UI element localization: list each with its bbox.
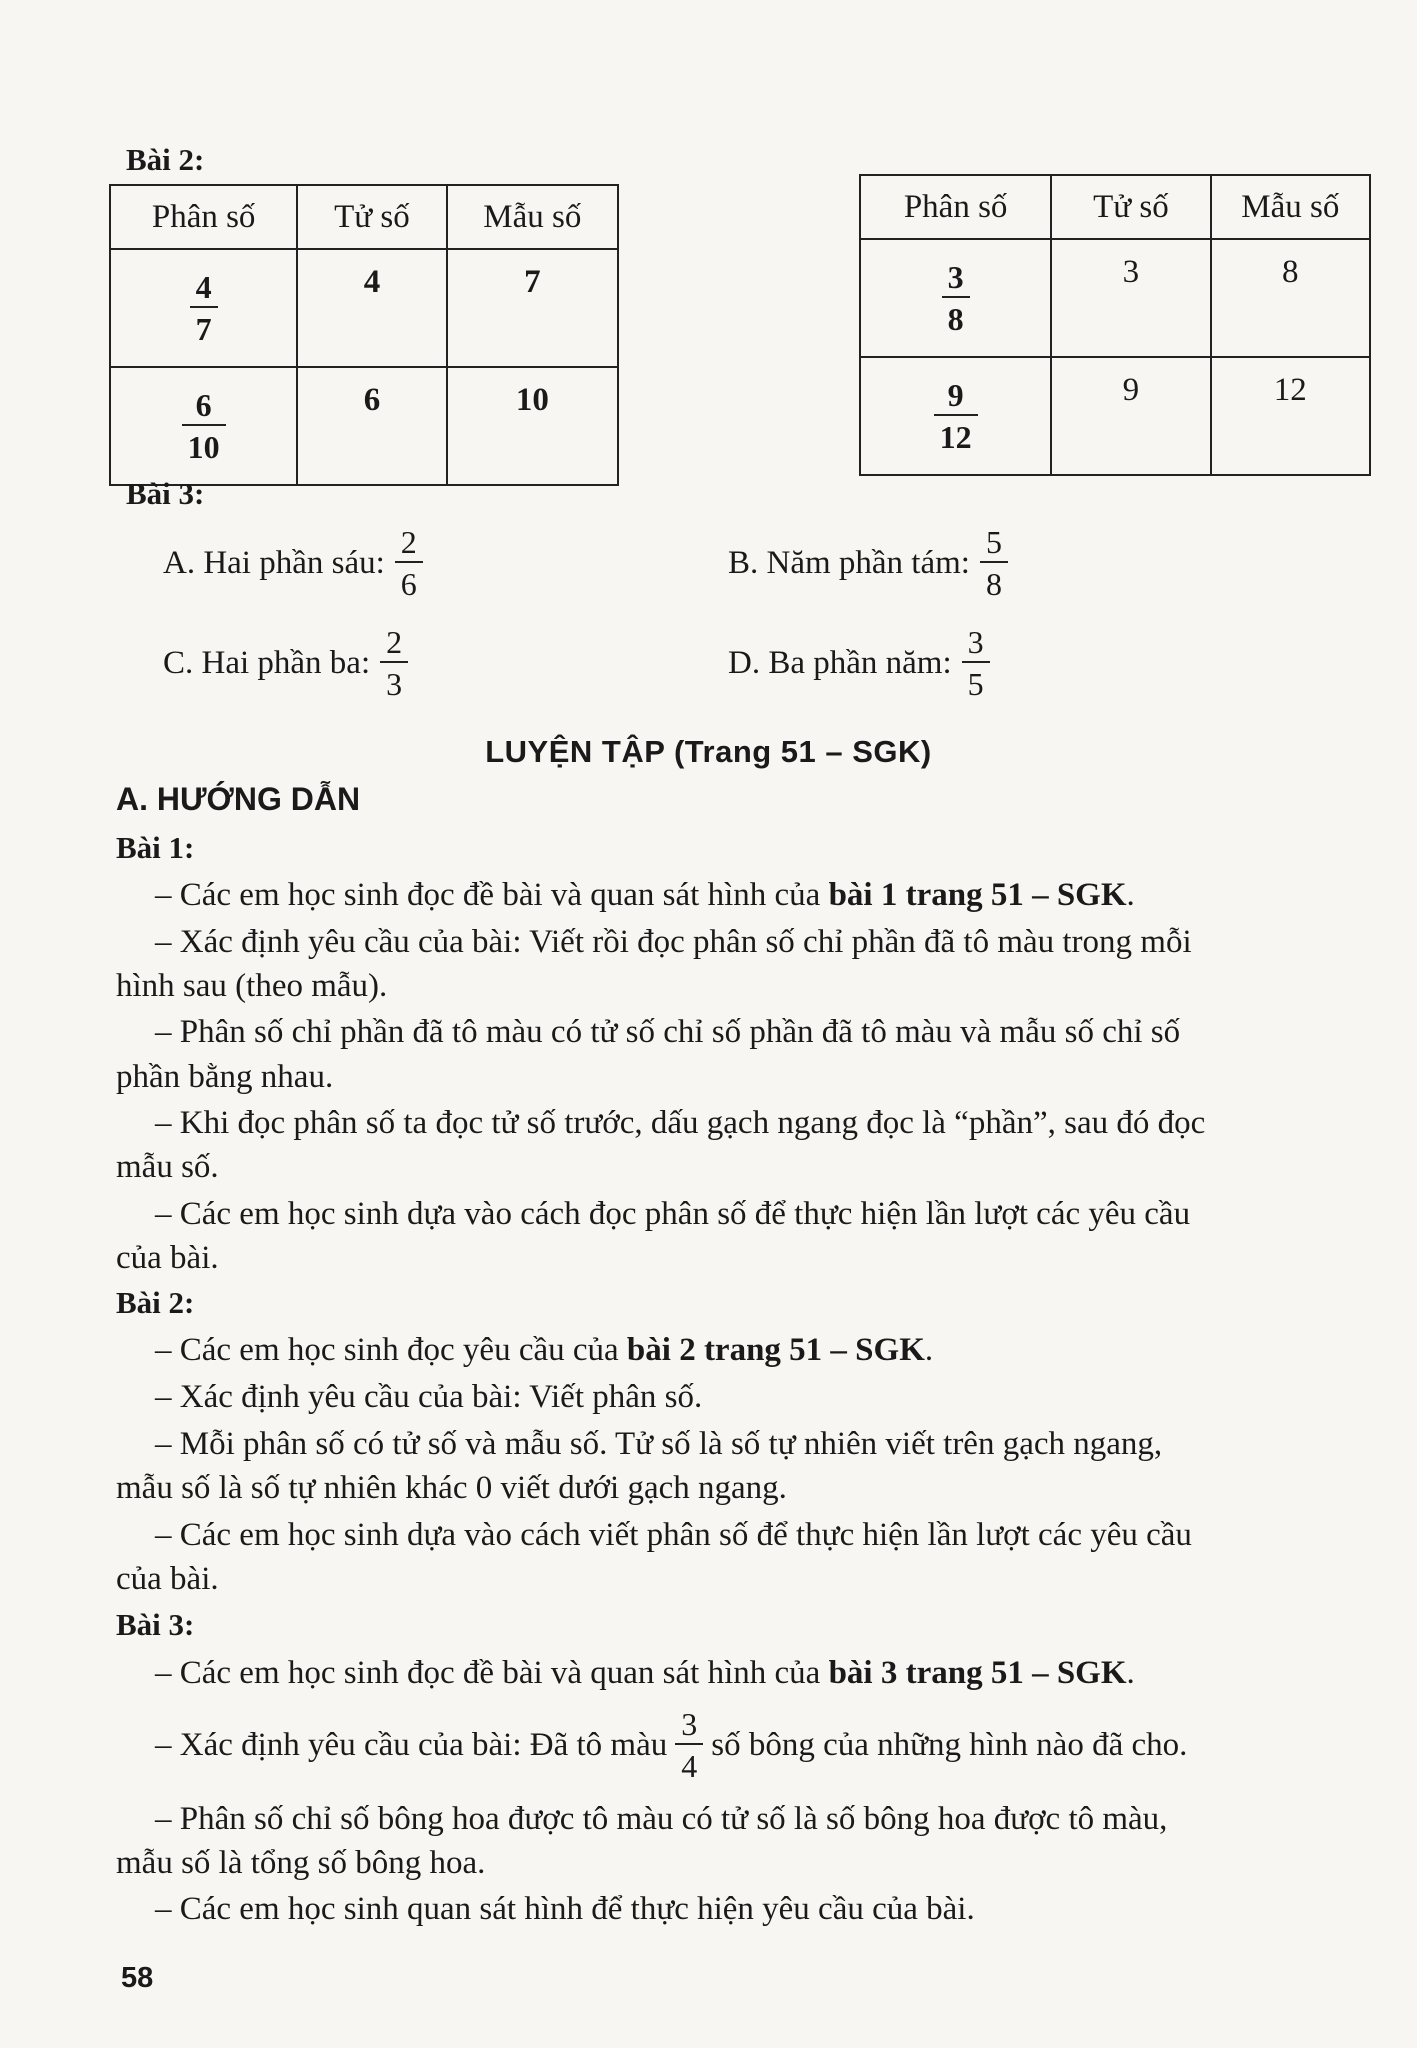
header-mau-so: Mẫu số: [1211, 175, 1370, 239]
numerator-cell: 9: [1051, 357, 1210, 475]
guide-line: – Các em học sinh đọc yêu cầu của bài 2 trang 51 – SGK.: [155, 1332, 934, 1368]
numerator-cell: 3: [1051, 239, 1210, 357]
guide-line: – Mỗi phân số có tử số và mẫu số. Tử số là số tự nhiên viết trên gạch ngang,: [155, 1426, 1163, 1462]
fraction-table-right: [859, 174, 1371, 476]
fraction: $\frac{2}{6}$: [395, 523, 423, 603]
fraction-table-left: [109, 184, 619, 486]
guide-line: – Phân số chỉ số bông hoa được tô màu có tử số là số bông hoa được tô màu,: [155, 1801, 1168, 1837]
table-row: [110, 249, 618, 367]
guide-line: phần bằng nhau.: [116, 1059, 334, 1095]
guide-line: – Các em học sinh quan sát hình để thực hiện yêu cầu của bài.: [155, 1891, 975, 1927]
numerator-cell: 4: [297, 249, 446, 367]
guide-line: – Các em học sinh dựa vào cách viết phân số để thực hiện lần lượt các yêu cầu: [155, 1517, 1192, 1553]
fraction: $\frac{2}{3}$: [380, 623, 408, 703]
fraction-cell: [110, 249, 297, 367]
guide-line: – Xác định yêu cầu của bài: Đã tô màu $\frac{3}{4}$ số bông của những hình nào đã cho.: [155, 1706, 1188, 1784]
answer-b: B. Năm phần tám: $\frac{5}{8}$: [728, 523, 1008, 603]
section-title: LUYỆN TẬP (Trang 51 – SGK): [485, 734, 932, 769]
guide-line: – Xác định yêu cầu của bài: Viết rồi đọc phân số chỉ phần đã tô màu trong mỗi: [155, 924, 1192, 960]
denominator-cell: 12: [1211, 357, 1370, 475]
guide-line: mẫu số là số tự nhiên khác 0 viết dưới gạch ngang.: [116, 1470, 787, 1506]
guide-line: của bài.: [116, 1240, 219, 1276]
guide-line: – Các em học sinh đọc đề bài và quan sát hình của bài 1 trang 51 – SGK.: [155, 877, 1135, 913]
guide-line: hình sau (theo mẫu).: [116, 968, 388, 1004]
fraction-cell: [860, 239, 1051, 357]
table-row: [110, 367, 618, 485]
bai3-label: Bài 3:: [126, 476, 205, 511]
fraction: $\frac{3}{4}$: [675, 1705, 703, 1785]
header-phan-so: Phân số: [860, 175, 1051, 239]
guide-bai2-label: Bài 2:: [116, 1285, 195, 1320]
denominator-cell: 8: [1211, 239, 1370, 357]
section-a-heading: A. HƯỚNG DẪN: [116, 781, 361, 817]
denominator-cell: 7: [447, 249, 618, 367]
guide-line: – Phân số chỉ phần đã tô màu có tử số chỉ số phần đã tô màu và mẫu số chỉ số: [155, 1014, 1181, 1050]
guide-bai3-label: Bài 3:: [116, 1607, 195, 1642]
bai2-label: Bài 2:: [126, 142, 205, 177]
guide-line: – Khi đọc phân số ta đọc tử số trước, dấu gạch ngang đọc là “phần”, sau đó đọc: [155, 1105, 1206, 1141]
answer-a: A. Hai phần sáu: $\frac{2}{6}$: [163, 523, 423, 603]
fraction: $\frac{6}{10}$: [182, 386, 226, 466]
fraction: $\frac{9}{12}$: [934, 376, 978, 456]
fraction-cell: [110, 367, 297, 485]
fraction: $\frac{5}{8}$: [980, 523, 1008, 603]
fraction-cell: [860, 357, 1051, 475]
header-mau-so: Mẫu số: [447, 185, 618, 249]
guide-line: – Các em học sinh đọc đề bài và quan sát hình của bài 3 trang 51 – SGK.: [155, 1655, 1135, 1691]
page-number: 58: [121, 1962, 154, 1994]
table-row: [860, 357, 1370, 475]
fraction: $\frac{3}{5}$: [962, 623, 990, 703]
guide-line: của bài.: [116, 1561, 219, 1597]
guide-line: mẫu số là tổng số bông hoa.: [116, 1845, 486, 1881]
denominator-cell: 10: [447, 367, 618, 485]
answer-d: D. Ba phần năm: $\frac{3}{5}$: [728, 623, 990, 703]
guide-line: – Các em học sinh dựa vào cách đọc phân số để thực hiện lần lượt các yêu cầu: [155, 1196, 1191, 1232]
guide-line: – Xác định yêu cầu của bài: Viết phân số.: [155, 1379, 703, 1415]
header-tu-so: Tử số: [297, 185, 446, 249]
numerator-cell: 6: [297, 367, 446, 485]
fraction: $\frac{3}{8}$: [942, 258, 970, 338]
guide-bai1-label: Bài 1:: [116, 830, 195, 865]
table-row: [860, 239, 1370, 357]
answer-c: C. Hai phần ba: $\frac{2}{3}$: [163, 623, 408, 703]
fraction: $\frac{4}{7}$: [190, 268, 218, 348]
guide-line: mẫu số.: [116, 1149, 219, 1185]
header-tu-so: Tử số: [1051, 175, 1210, 239]
header-phan-so: Phân số: [110, 185, 297, 249]
